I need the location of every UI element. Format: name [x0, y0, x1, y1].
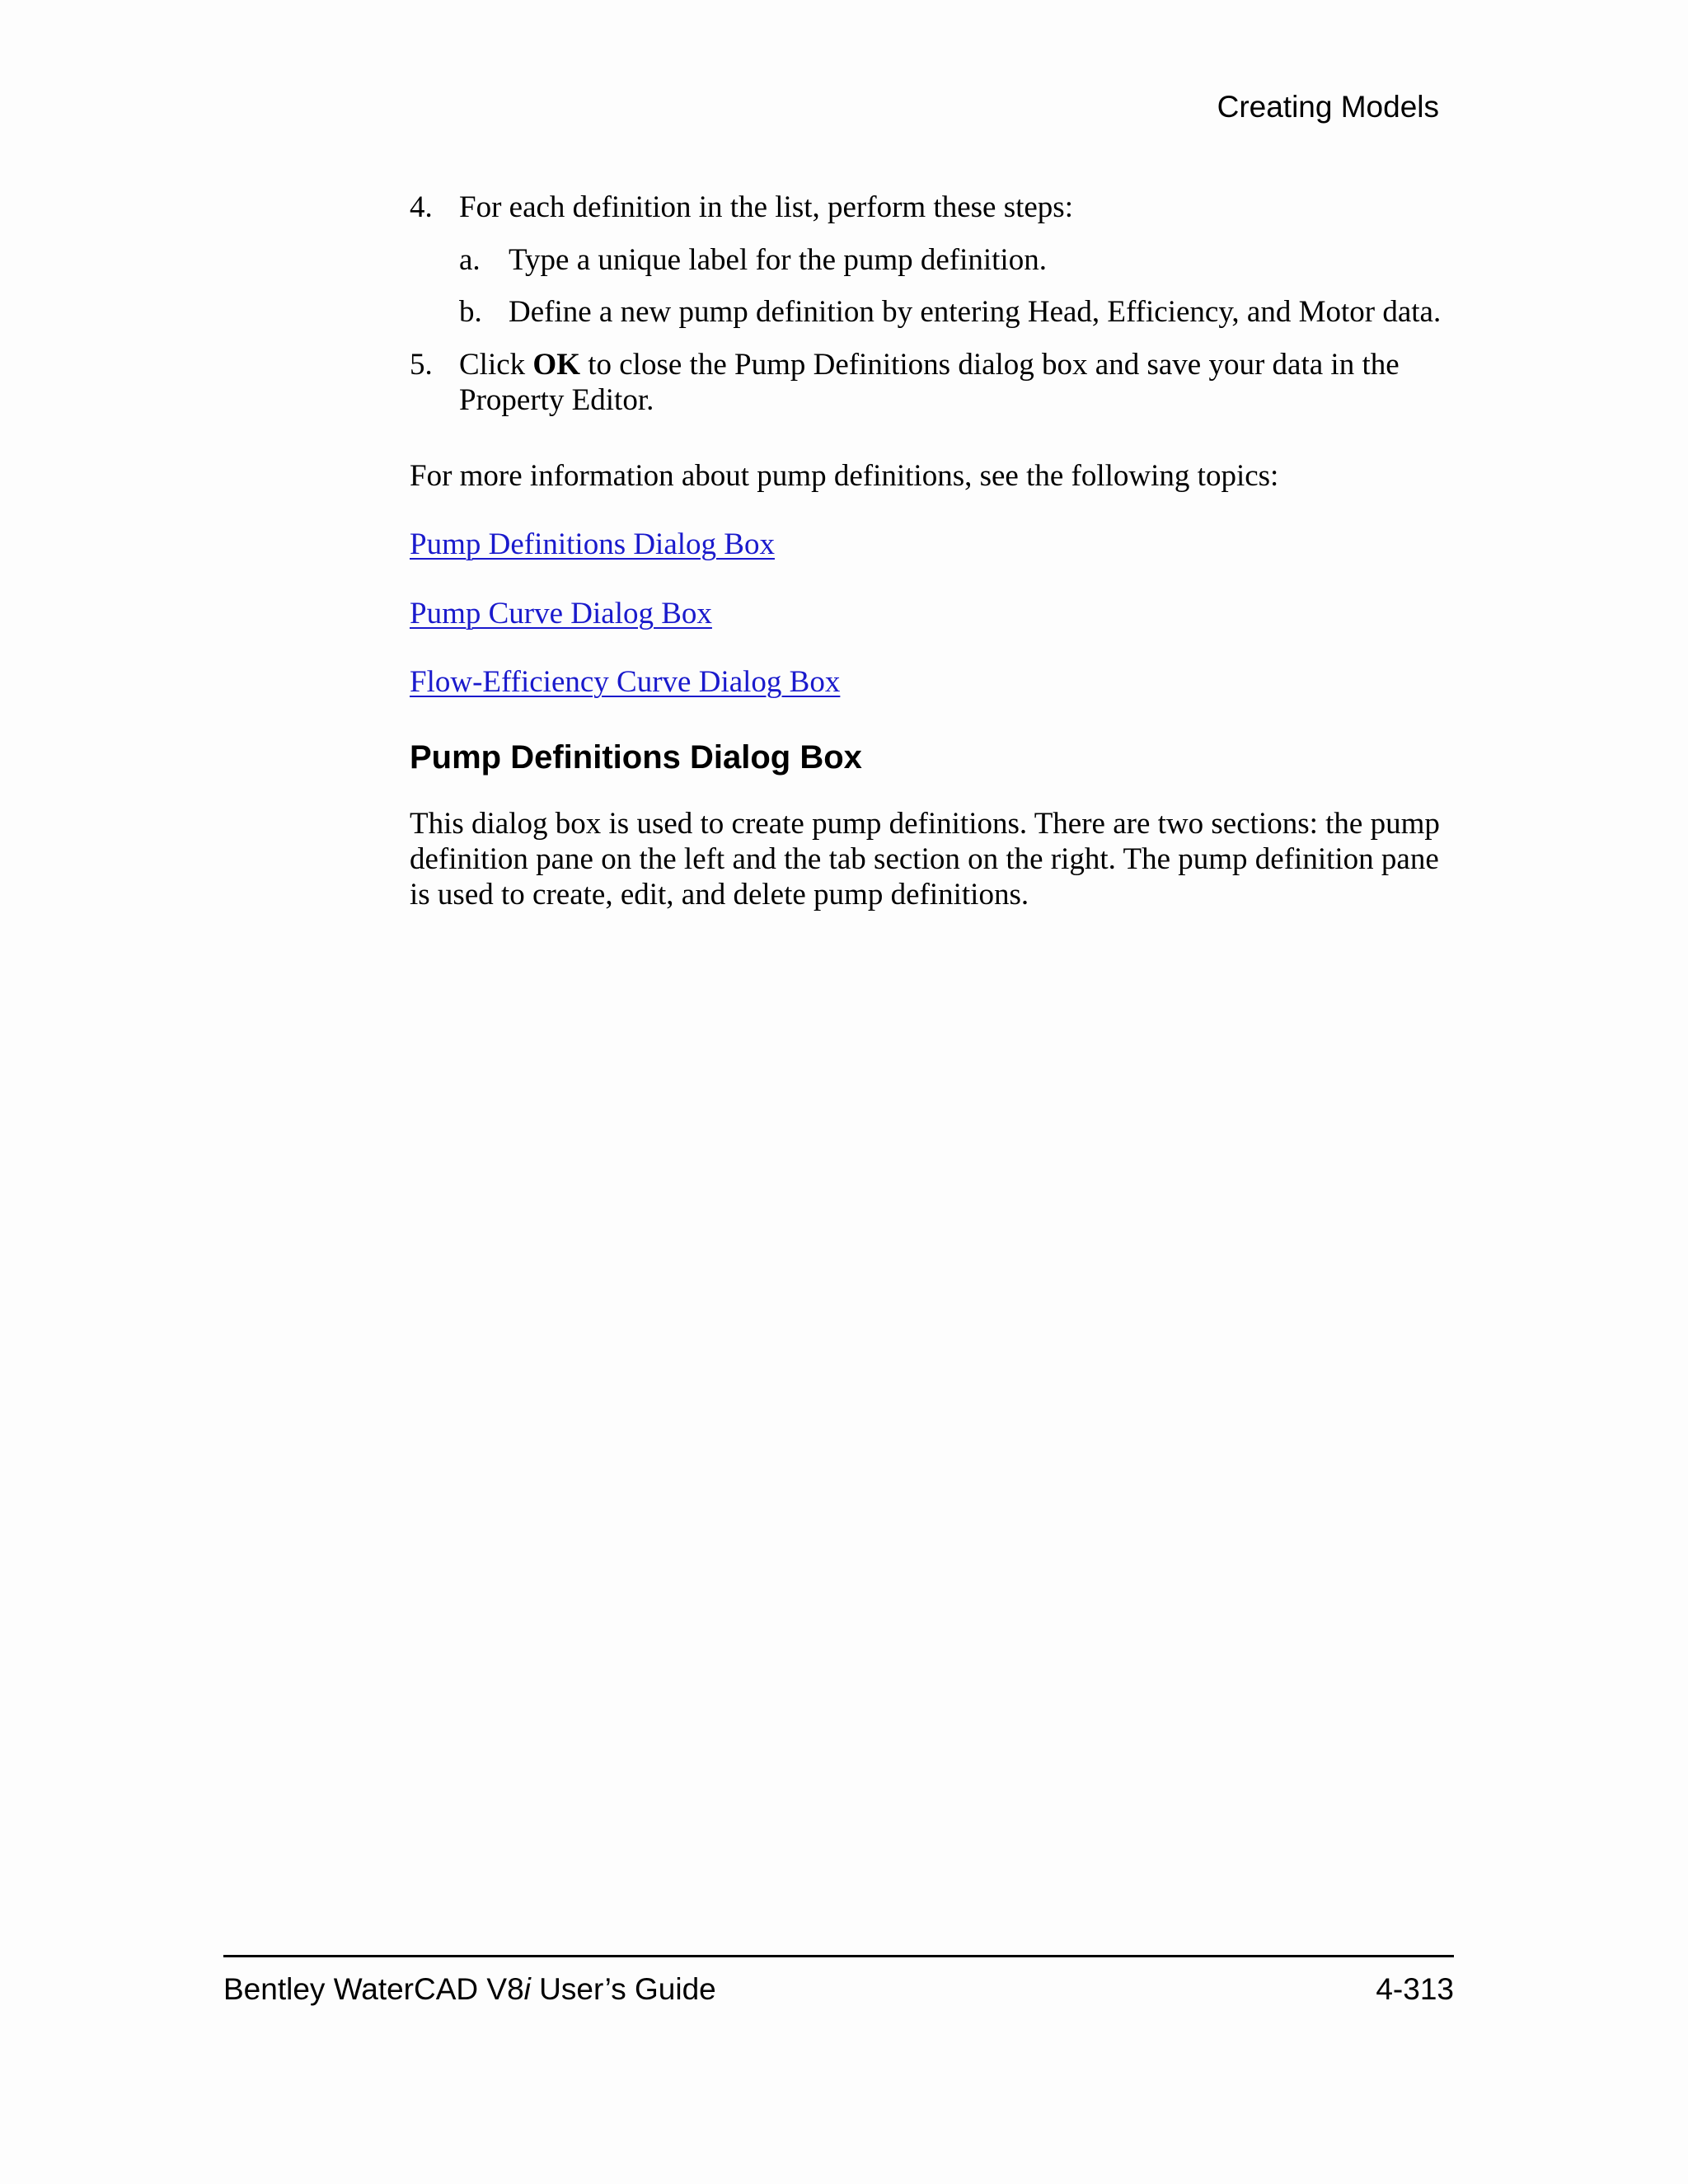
footer-guide-title-italic: i — [523, 1972, 531, 2006]
link-pump-curve-dialog-box[interactable]: Pump Curve Dialog Box — [410, 597, 712, 630]
footer-page-number: 4-313 — [1376, 1972, 1454, 2006]
footer-guide-title — [223, 1971, 716, 2008]
step-number: 4. — [410, 190, 433, 224]
more-info-paragraph: For more information about pump definitions, see the following topics: — [410, 459, 1279, 493]
step-text: For each definition in the list, perform these steps: — [459, 190, 1073, 224]
running-header-title: Creating Models — [1217, 90, 1439, 124]
substep-letter: b. — [459, 295, 482, 329]
section-heading: Pump Definitions Dialog Box — [410, 739, 862, 776]
link-flow-efficiency-curve-dialog-box[interactable]: Flow-Efficiency Curve Dialog Box — [410, 665, 841, 699]
step-text-after: to close the Pump Definitions dialog box and save your data in the Property Editor. — [459, 348, 1400, 417]
substep-text: Type a unique label for the pump definition. — [509, 243, 1047, 277]
ok-button-reference: OK — [532, 348, 580, 382]
step-text — [459, 347, 1461, 418]
footer-guide-title-suffix: User’s Guide — [530, 1972, 716, 2006]
footer-divider — [223, 1955, 1454, 1957]
substep-letter: a. — [459, 243, 481, 277]
step-text-before: Click — [459, 348, 533, 382]
step-number: 5. — [410, 348, 433, 382]
footer-guide-title-prefix: Bentley WaterCAD V8 — [223, 1972, 524, 2006]
substep-text: Define a new pump definition by entering Head, Efficiency, and Motor data. — [509, 295, 1442, 329]
link-pump-definitions-dialog-box[interactable]: Pump Definitions Dialog Box — [410, 527, 775, 561]
section-body-paragraph: This dialog box is used to create pump definitions. There are two sections: the pump definition pane on the left and the tab section on the right. The pump definition pane is used to create, edit, and delete pump definitions. — [410, 807, 1440, 912]
